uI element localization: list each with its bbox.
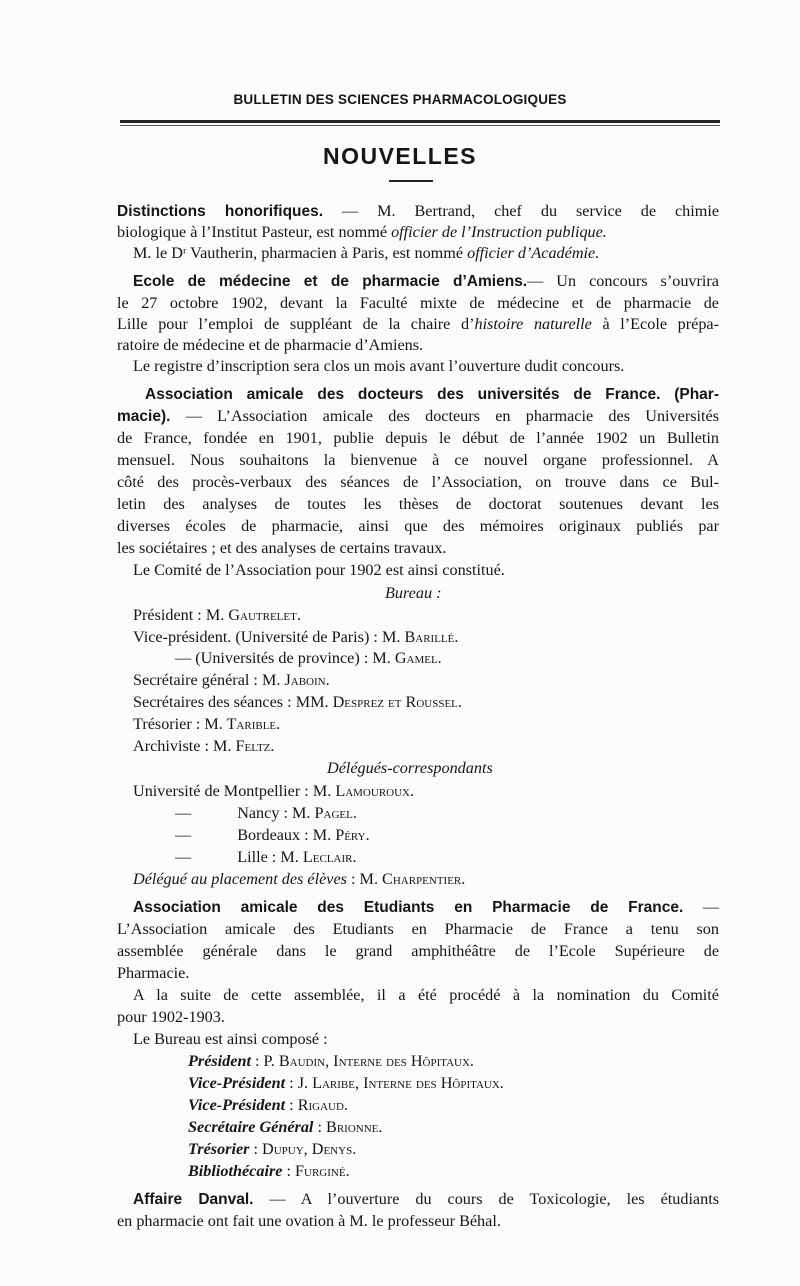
placement-row: Délégué au placement des élèves : M. Charpentier. xyxy=(133,870,466,888)
bureau-row: Secrétaire général : M. Jaboin. xyxy=(133,671,330,689)
etudiants-heading-line: Association amicale des Etudiants en Pharmacie de France. — xyxy=(133,898,719,916)
etudiants-line-2: assemblée générale dans le grand amphithéâtre de l’Ecole Supérieure de xyxy=(117,942,719,960)
title-rule xyxy=(389,180,433,182)
page-title: NOUVELLES xyxy=(322,143,478,169)
delegue-row: — Lille : M. Leclair. xyxy=(175,848,357,866)
docteurs-line-2: de France, fondée en 1901, publie depuis le début de l’année 1902 un Bulletin xyxy=(117,429,719,447)
docteurs-line-7: les sociétaires ; et des analyses de certains travaux. xyxy=(117,539,447,557)
docteurs-comite: Le Comité de l’Association pour 1902 est ainsi constitué. xyxy=(133,561,505,579)
ecole-line-3: Lille pour l’emploi de suppléant de la chaire d’histoire naturelle à l’Ecole prépa- xyxy=(117,315,719,333)
etudiants-bureau-row: Bibliothécaire : Furginé. xyxy=(188,1162,350,1180)
ecole-line-4: ratoire de médecine et de pharmacie d’Amiens. xyxy=(117,336,424,354)
delegues-heading: Délégués-correspondants xyxy=(327,759,493,777)
ecole-line-2: le 27 octobre 1902, devant la Faculté mixte de médecine et de pharmacie de xyxy=(117,294,719,312)
etudiants-bureau-row: Vice-Président : Rigaud. xyxy=(188,1096,348,1114)
etudiants-bureau-row: Trésorier : Dupuy, Denys. xyxy=(188,1140,357,1158)
header-rule xyxy=(120,120,720,123)
etudiants-suite-1: A la suite de cette assemblée, il a été procédé à la nomination du Comité xyxy=(133,986,719,1004)
distinctions-line-3: M. le Dʳ Vautherin, pharmacien à Paris, est nommé officier d’Académie. xyxy=(133,244,600,262)
etudiants-line-3: Pharmacie. xyxy=(117,964,190,982)
etudiants-bureau-row: Vice-Président : J. Laribe, Interne des Hôpitaux. xyxy=(188,1074,504,1092)
docteurs-line-3: mensuel. Nous souhaitons la bienvenue à ce nouvel organe professionnel. A xyxy=(117,451,719,469)
etudiants-heading: Association amicale des Etudiants en Pharmacie de France. xyxy=(133,899,684,916)
danval-line-2: en pharmacie ont fait une ovation à M. le professeur Béhal. xyxy=(117,1212,501,1230)
bureau-row: Trésorier : M. Tarible. xyxy=(133,715,281,733)
docteurs-line-5: letin des analyses de toutes les thèses de doctorat soutenues devant les xyxy=(117,495,719,513)
bureau-row: Archiviste : M. Feltz. xyxy=(133,737,275,755)
docteurs-heading-line-1: Association amicale des docteurs des universités de France. (Phar- xyxy=(145,386,719,403)
bureau-row: Secrétaires des séances : MM. Desprez et Roussel. xyxy=(133,693,462,711)
distinctions-line-1: Distinctions honorifiques. — M. Bertrand, chef du service de chimie xyxy=(117,202,720,220)
delegue-row: — Nancy : M. Pagel. xyxy=(175,804,357,822)
etudiants-bureau-intro: Le Bureau est ainsi composé : xyxy=(133,1030,328,1048)
etudiants-suite-2: pour 1902-1903. xyxy=(117,1008,225,1026)
docteurs-heading-end: macie). xyxy=(117,408,171,425)
bureau-row: Président : M. Gautrelet. xyxy=(133,606,301,624)
ecole-line-1: Ecole de médecine et de pharmacie d’Amiens.— Un concours s’ouvrira xyxy=(133,272,719,290)
bureau-row: Vice-président. (Université de Paris) : M. Barillé. xyxy=(133,628,459,646)
delegue-row: — Bordeaux : M. Péry. xyxy=(175,826,370,844)
delegue-row: Université de Montpellier : M. Lamouroux. xyxy=(133,782,415,800)
danval-heading: Affaire Danval. xyxy=(133,1191,254,1208)
ecole-line-5: Le registre d’inscription sera clos un mois avant l’ouverture dudit concours. xyxy=(133,357,625,375)
header-rule-thin xyxy=(120,125,720,126)
docteurs-line-1: macie). — L’Association amicale des docteurs en pharmacie des Universités xyxy=(117,407,719,425)
distinctions-heading: Distinctions honorifiques. xyxy=(117,203,324,220)
docteurs-line-6: diverses écoles de pharmacie, ainsi que des mémoires originaux publiés par xyxy=(117,517,719,535)
etudiants-bureau-row: Président : P. Baudin, Interne des Hôpitaux. xyxy=(188,1052,474,1070)
etudiants-line-1: L’Association amicale des Etudiants en Pharmacie de France a tenu son xyxy=(117,920,719,938)
distinctions-line-2: biologique à l’Institut Pasteur, est nommé officier de l’Instruction publique. xyxy=(117,223,607,241)
etudiants-bureau-row: Secrétaire Général : Brionne. xyxy=(188,1118,383,1136)
danval-line-1: Affaire Danval. — A l’ouverture du cours de Toxicologie, les étudiants xyxy=(133,1190,720,1208)
docteurs-line-4: côté des procès-verbaux des séances de l’Association, on trouve dans ce Bul- xyxy=(117,473,719,491)
bureau-row: — (Universités de province) : M. Gamel. xyxy=(175,649,442,667)
ecole-heading: Ecole de médecine et de pharmacie d’Amiens. xyxy=(133,273,528,290)
bureau-heading: Bureau : xyxy=(385,584,442,602)
running-head: BULLETIN DES SCIENCES PHARMACOLOGIQUES xyxy=(233,92,567,107)
